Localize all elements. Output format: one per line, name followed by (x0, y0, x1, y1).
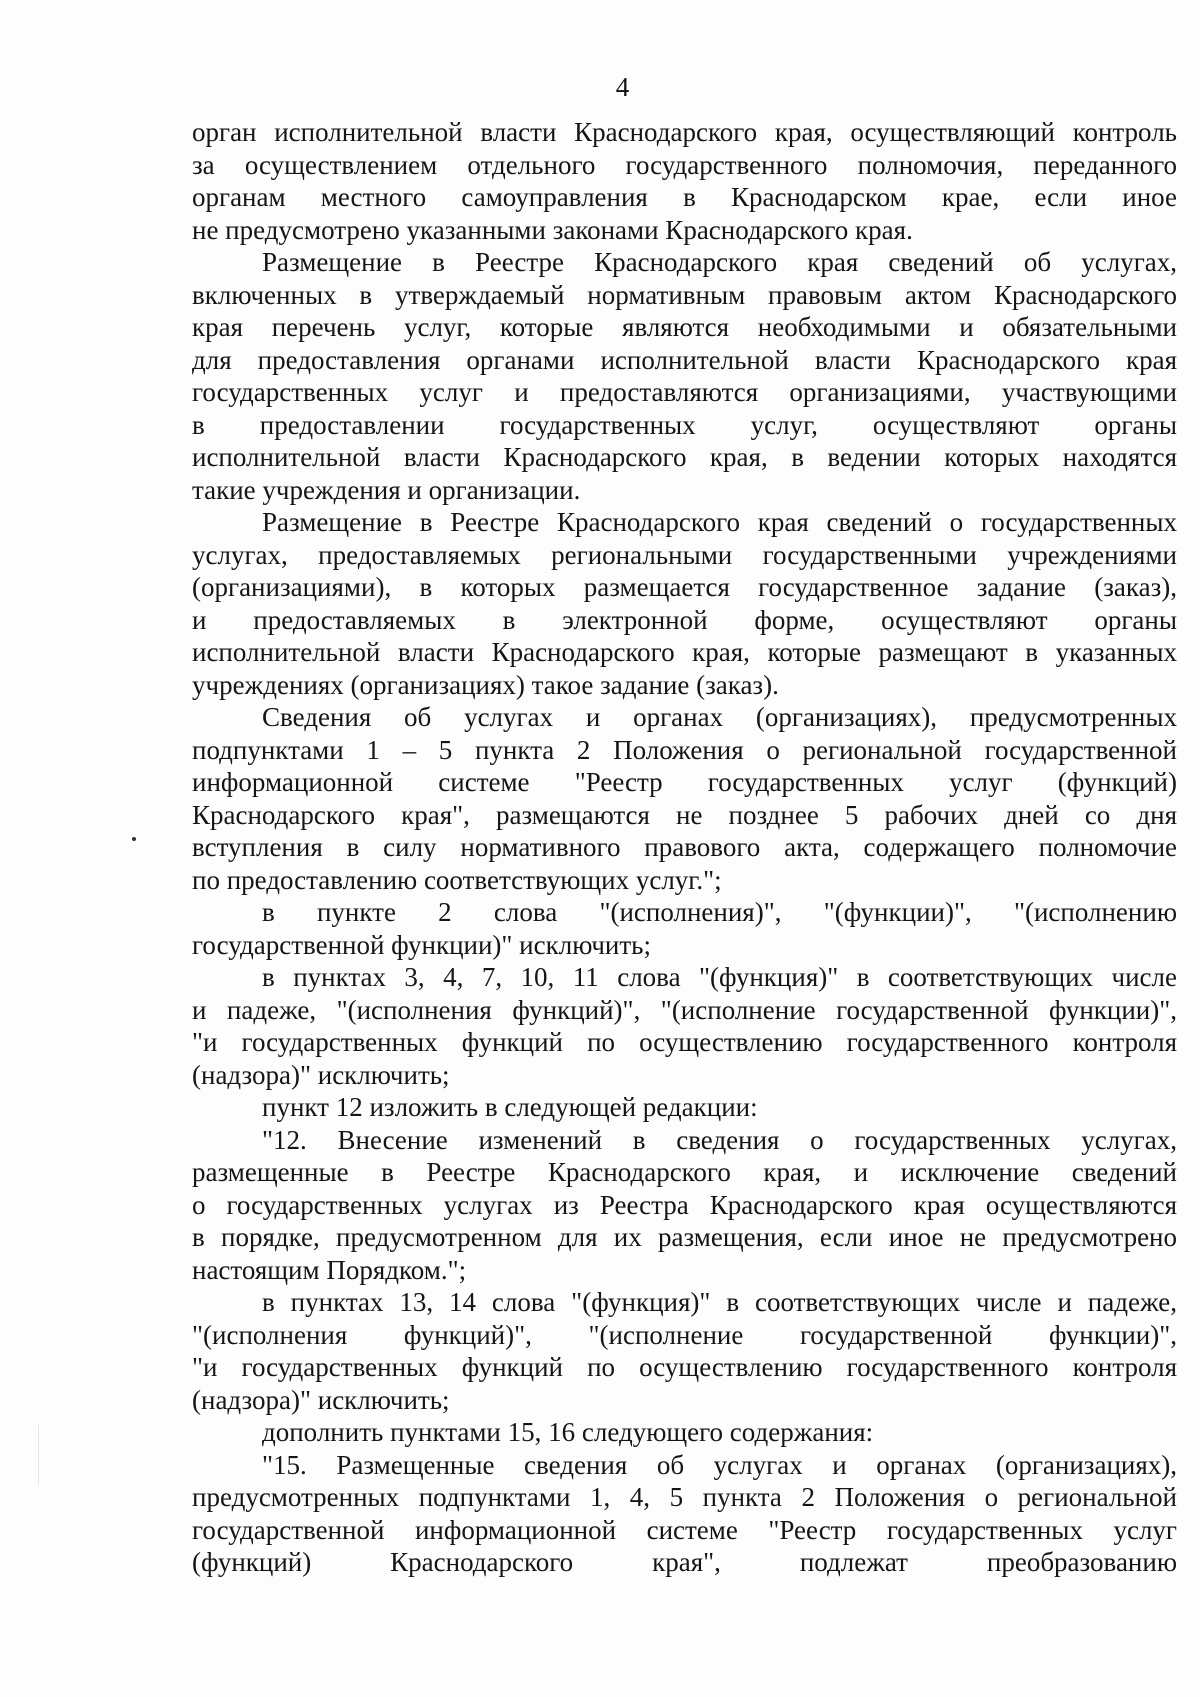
text-line: услугах, предоставляемых региональными государственными учреждениями (192, 539, 1177, 570)
text-line: вступления в силу нормативного правового акта, содержащего полномочие (192, 832, 1177, 862)
text-line: (функций) Краснодарского края", подлежат преобразованию (192, 1547, 1177, 1577)
text-line: не предусмотрено указанными законами Краснодарского края. (192, 214, 913, 245)
text-line: настоящим Порядком."; (192, 1254, 467, 1285)
text-line: исполнительной власти Краснодарского края, в ведении которых находятся (192, 442, 1177, 472)
text-line: государственной функции)" исключить; (192, 929, 651, 960)
text-line: предусмотренных подпунктами 1, 4, 5 пункта 2 Положения о региональной (192, 1482, 1177, 1512)
paragraph-first-line: Сведения об услугах и органах (организациях), предусмотренных (262, 702, 1177, 732)
text-line: органам местного самоуправления в Краснодарском крае, если иное (192, 182, 1177, 212)
text-line: учреждениях (организациях) такое задание (заказ). (192, 669, 779, 700)
scan-speck (132, 837, 136, 841)
document-body (192, 116, 1177, 1579)
text-line: орган исполнительной власти Краснодарского края, осуществляющий контроль (192, 117, 1177, 147)
text-line: за осуществлением отдельного государственного полномочия, переданного (192, 149, 1177, 180)
text-line: (надзора)" исключить; (192, 1059, 450, 1090)
text-line: в предоставлении государственных услуг, осуществляют органы (192, 409, 1177, 440)
text-line: такие учреждения и организации. (192, 474, 581, 505)
text-line: и предоставляемых в электронной форме, осуществляют органы (192, 604, 1177, 635)
text-line: включенных в утверждаемый нормативным правовым актом Краснодарского (192, 279, 1177, 310)
text-line: по предоставлению соответствующих услуг."; (192, 864, 722, 895)
scan-edge-mark (38, 1425, 39, 1485)
paragraph-first-line: "15. Размещенные сведения об услугах и органах (организациях), (262, 1449, 1177, 1480)
text-line: (надзора)" исключить; (192, 1384, 450, 1415)
paragraph-first-line: "12. Внесение изменений в сведения о государственных услугах, (262, 1124, 1177, 1155)
text-line: государственных услуг и предоставляются организациями, участвующими (192, 377, 1177, 407)
text-line: в порядке, предусмотренном для их размещения, если иное не предусмотрено (192, 1222, 1177, 1252)
paragraph-first-line: в пунктах 3, 4, 7, 10, 11 слова "(функция)" в соответствующих числе (262, 962, 1177, 992)
text-line: "и государственных функций по осуществлению государственного контроля (192, 1027, 1177, 1057)
text-line: (организациями), в которых размещается государственное задание (заказ), (192, 572, 1177, 602)
text-line: края перечень услуг, которые являются необходимыми и обязательными (192, 312, 1177, 342)
text-line: "(исполнения функций)", "(исполнение государственной функции)", (192, 1319, 1177, 1350)
text-line: исполнительной власти Краснодарского края, которые размещают в указанных (192, 637, 1177, 667)
text-line: и падеже, "(исполнения функций)", "(исполнение государственной функции)", (192, 994, 1177, 1025)
page-number: 4 (615, 72, 630, 102)
text-line: Краснодарского края", размещаются не позднее 5 рабочих дней со дня (192, 799, 1177, 830)
text-line: информационной системе "Реестр государственных услуг (функций) (192, 767, 1177, 797)
paragraph-first-line: Размещение в Реестре Краснодарского края сведений об услугах, (262, 247, 1177, 277)
text-line: о государственных услугах из Реестра Краснодарского края осуществляются (192, 1189, 1177, 1220)
text-line: подпунктами 1 – 5 пункта 2 Положения о региональной государственной (192, 734, 1177, 765)
text-line: государственной информационной системе "Реестр государственных услуг (192, 1514, 1177, 1545)
paragraph-first-line: в пункте 2 слова "(исполнения)", "(функции)", "(исполнению (262, 897, 1177, 927)
text-line: для предоставления органами исполнительной власти Краснодарского края (192, 344, 1177, 375)
paragraph-first-line: Размещение в Реестре Краснодарского края сведений о государственных (262, 507, 1177, 537)
text-line: "и государственных функций по осуществлению государственного контроля (192, 1352, 1177, 1382)
paragraph-first-line: пункт 12 изложить в следующей редакции: (262, 1092, 758, 1122)
paragraph-first-line: дополнить пунктами 15, 16 следующего содержания: (262, 1417, 874, 1447)
text-line: размещенные в Реестре Краснодарского края, и исключение сведений (192, 1157, 1177, 1187)
paragraph-first-line: в пунктах 13, 14 слова "(функция)" в соответствующих числе и падеже, (262, 1287, 1177, 1317)
